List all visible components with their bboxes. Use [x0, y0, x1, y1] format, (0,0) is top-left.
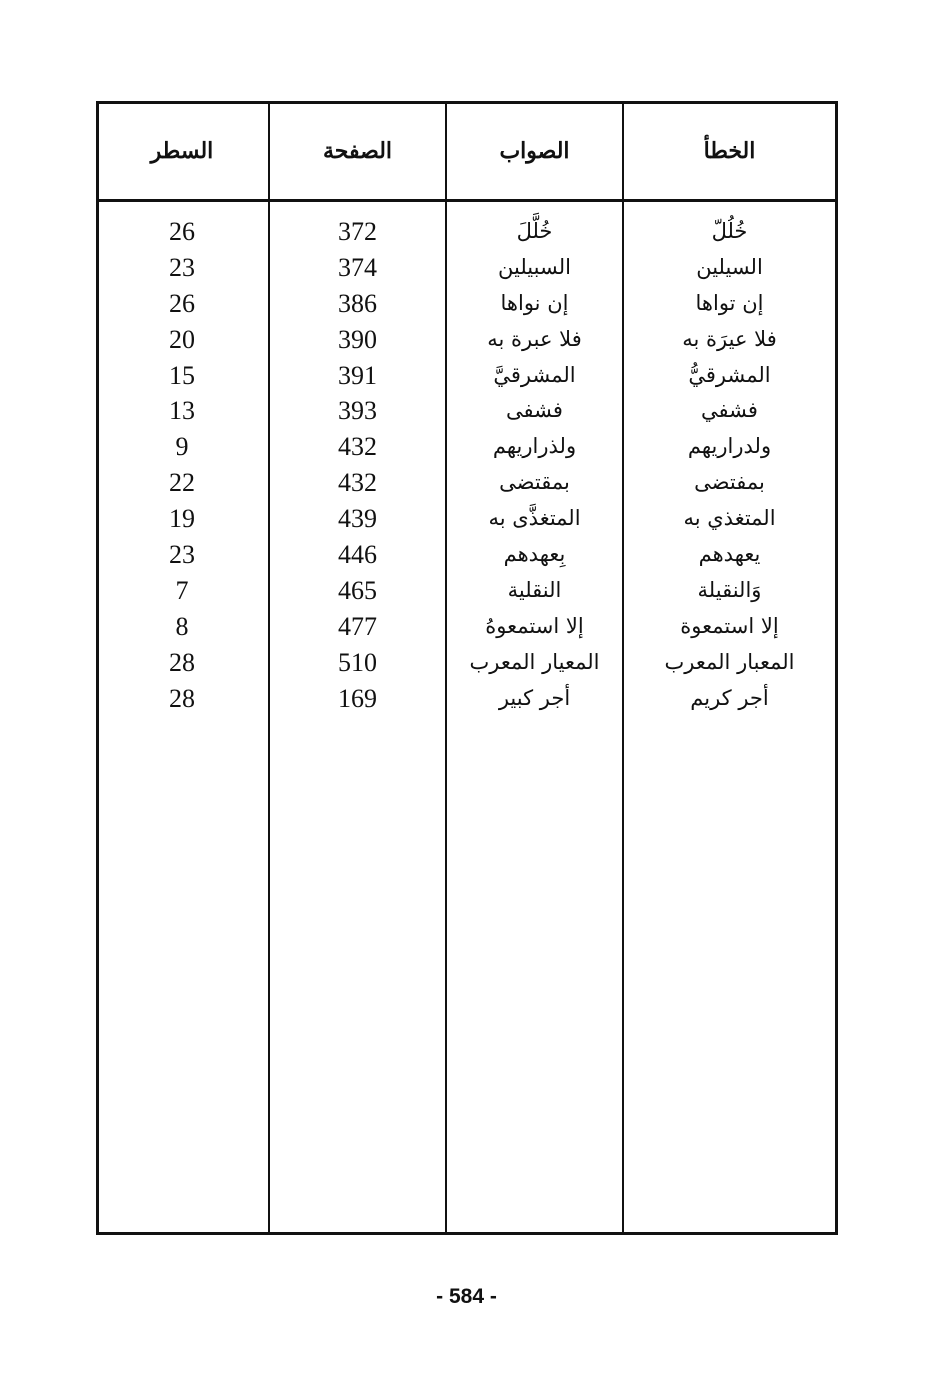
cell-correct: المشرقيَّ [493, 362, 576, 387]
cell-wrong: السيلين [696, 254, 763, 279]
cell-line: 15 [169, 360, 195, 390]
cell-correct: السبيلين [498, 254, 571, 279]
table-row [99, 465, 835, 501]
cell-line: 26 [169, 217, 195, 246]
cell-correct: إلا استمعوهُ [485, 613, 584, 638]
table-row [99, 501, 835, 537]
header-wrong: الخطأ [703, 138, 756, 164]
header-correct: الصواب [499, 138, 570, 164]
cell-correct: خُلَّلَ [516, 219, 553, 243]
cell-correct: بِعهدهم [503, 542, 566, 567]
table-row [99, 393, 835, 429]
cell-wrong: المشرقيُّ [688, 362, 771, 387]
cell-page: 465 [338, 575, 377, 605]
cell-wrong: فلا عيرَة به [682, 326, 777, 351]
cell-wrong: المعبار المعرب [664, 649, 795, 674]
cell-page: 372 [338, 217, 377, 246]
cell-wrong: وَالنقيلة [697, 577, 762, 602]
cell-page: 386 [338, 288, 377, 318]
table-header-row [99, 104, 835, 202]
cell-wrong: إلا استمعوة [680, 613, 779, 638]
cell-wrong: ولدراريهم [687, 434, 772, 459]
cell-line: 19 [169, 504, 195, 534]
cell-page: 510 [338, 647, 377, 677]
cell-correct: المتغذَّى به [488, 506, 581, 531]
table-row [99, 429, 835, 465]
cell-correct: فشفى [506, 398, 563, 423]
table-row [99, 250, 835, 286]
cell-correct: أجر كبير [498, 685, 571, 710]
cell-line: 28 [169, 683, 195, 713]
cell-line: 28 [169, 647, 195, 677]
table-row [99, 573, 835, 609]
cell-wrong: يعهدهم [698, 542, 761, 567]
cell-page: 432 [338, 468, 377, 498]
cell-page: 391 [338, 360, 377, 390]
errata-table [96, 101, 838, 1235]
cell-wrong: المتغذي به [683, 506, 776, 531]
cell-wrong: بمفتضى [694, 470, 765, 495]
cell-page: 446 [338, 540, 377, 570]
cell-page: 439 [338, 504, 377, 534]
cell-line: 23 [169, 540, 195, 570]
cell-page: 374 [338, 252, 377, 282]
table-body [99, 214, 835, 716]
header-page: الصفحة [322, 138, 393, 164]
page-number: - 584 - [436, 1285, 497, 1308]
cell-correct: النقلية [507, 577, 562, 602]
cell-page: 432 [338, 432, 377, 462]
cell-line: 13 [169, 396, 195, 426]
table-row [99, 322, 835, 358]
cell-line: 9 [175, 432, 189, 462]
cell-line: 8 [175, 611, 189, 641]
cell-wrong: أجر كريم [690, 685, 769, 710]
table-row [99, 645, 835, 681]
cell-correct: بمقتضى [499, 470, 570, 495]
header-line: السطر [150, 138, 214, 164]
table-row [99, 214, 835, 250]
cell-wrong: إن تواها [695, 290, 764, 315]
table-row [99, 537, 835, 573]
cell-page: 477 [338, 611, 377, 641]
cell-line: 26 [169, 288, 195, 318]
cell-line: 20 [169, 324, 195, 354]
cell-wrong: خُلُلّ [711, 219, 748, 243]
cell-line: 23 [169, 252, 195, 282]
cell-correct: إن نواها [500, 290, 569, 315]
cell-wrong: فشفي [701, 398, 758, 423]
table-row [99, 286, 835, 322]
table-row [99, 609, 835, 645]
cell-page: 393 [338, 396, 377, 426]
cell-line: 22 [169, 468, 195, 498]
cell-line: 7 [175, 575, 189, 605]
table-row [99, 358, 835, 394]
cell-correct: المعيار المعرب [469, 649, 600, 674]
cell-correct: ولذراريهم [492, 434, 577, 459]
cell-page: 390 [338, 324, 377, 354]
table-row [99, 681, 835, 717]
cell-correct: فلا عبرة به [487, 326, 582, 351]
cell-page: 169 [338, 683, 377, 713]
